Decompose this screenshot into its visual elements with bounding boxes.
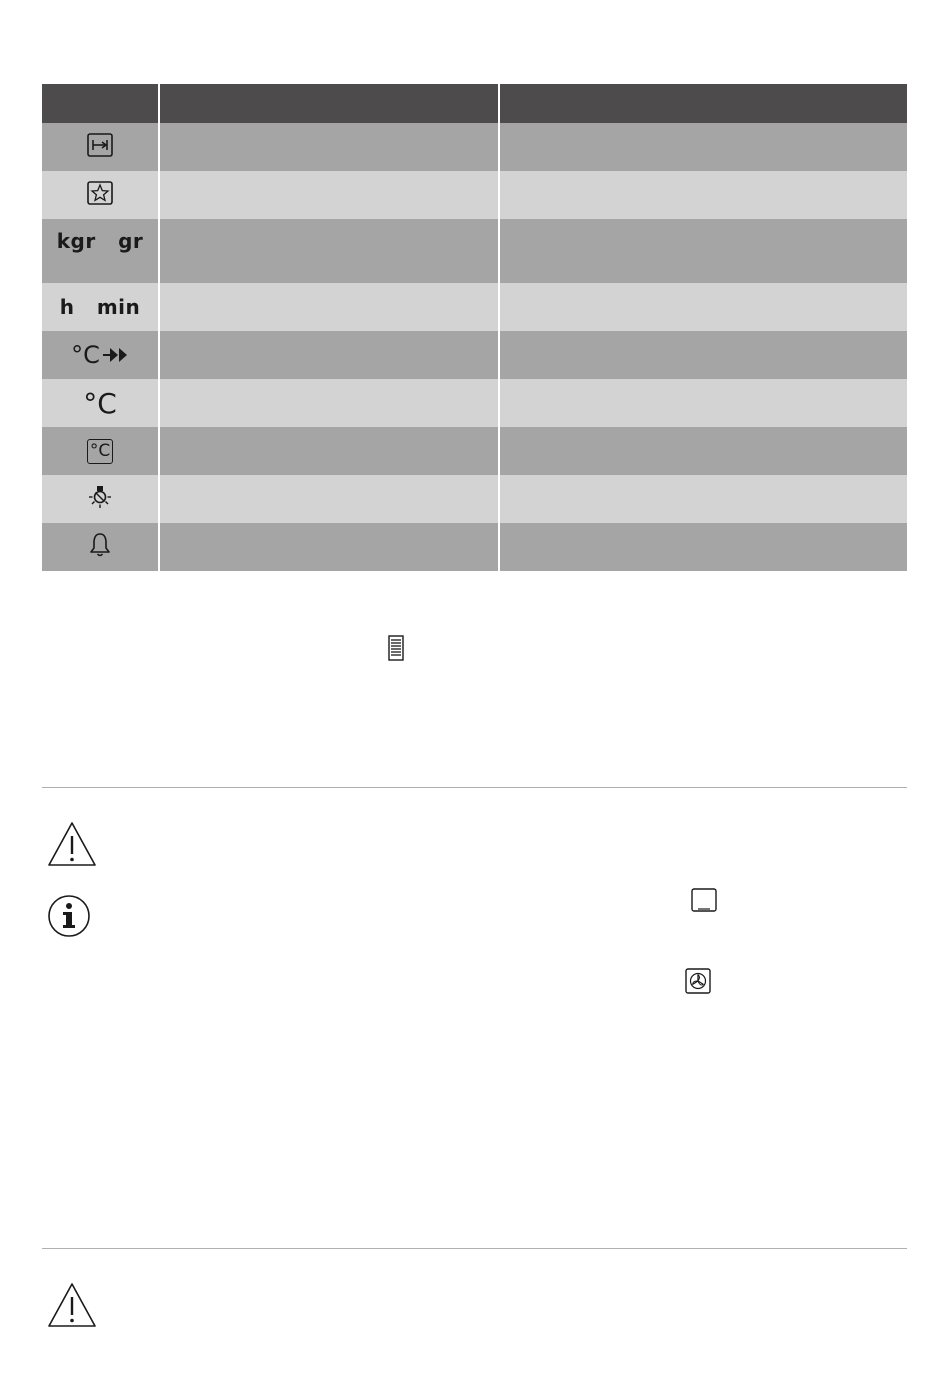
table-row xyxy=(42,283,907,331)
symbol-cell xyxy=(42,123,159,171)
symbol-cell xyxy=(42,171,159,219)
header-symbol xyxy=(42,84,159,123)
warning-icon xyxy=(46,820,98,873)
header-function xyxy=(159,84,499,123)
function-cell xyxy=(159,283,499,331)
description-cell xyxy=(499,427,907,475)
lamp-icon xyxy=(86,498,114,515)
heat-bar-indicator-icon xyxy=(388,635,404,666)
table-header-row xyxy=(42,84,907,123)
table-row xyxy=(42,379,907,427)
duration-icon xyxy=(86,145,114,162)
description-cell xyxy=(499,475,907,523)
table-row xyxy=(42,219,907,283)
description-cell xyxy=(499,219,907,283)
function-cell xyxy=(159,427,499,475)
warning-icon xyxy=(46,1281,98,1334)
favourite-star-icon xyxy=(86,193,114,210)
table-row xyxy=(42,475,907,523)
double-arrow-icon xyxy=(103,347,129,363)
core-temperature-icon xyxy=(87,439,113,464)
function-cell xyxy=(159,523,499,571)
celsius-symbol: °C xyxy=(71,341,100,369)
display-symbols-table xyxy=(42,84,907,571)
symbol-cell xyxy=(42,523,159,571)
info-icon xyxy=(46,893,92,944)
table-row xyxy=(42,171,907,219)
table-row xyxy=(42,523,907,571)
function-cell xyxy=(159,123,499,171)
symbol-cell xyxy=(42,475,159,523)
oven-door-icon xyxy=(690,887,718,918)
description-cell xyxy=(499,379,907,427)
function-cell xyxy=(159,475,499,523)
symbol-cell xyxy=(42,427,159,475)
symbol-cell xyxy=(42,219,159,283)
fast-heat-up-icon xyxy=(71,341,129,369)
function-cell xyxy=(159,379,499,427)
description-cell xyxy=(499,123,907,171)
temperature-icon: °C xyxy=(83,386,117,420)
boxed-celsius-symbol: °C xyxy=(89,440,111,461)
header-description xyxy=(499,84,907,123)
fan-icon xyxy=(684,967,712,1000)
description-cell xyxy=(499,523,907,571)
weight-text-icon: kgr gr xyxy=(56,229,144,253)
description-cell xyxy=(499,331,907,379)
function-cell xyxy=(159,331,499,379)
symbol-cell xyxy=(42,379,159,427)
table-row xyxy=(42,123,907,171)
function-cell xyxy=(159,171,499,219)
section-divider xyxy=(42,1248,907,1249)
table-row xyxy=(42,427,907,475)
function-cell xyxy=(159,219,499,283)
description-cell xyxy=(499,171,907,219)
symbol-cell xyxy=(42,283,159,331)
bell-icon xyxy=(87,546,113,563)
table-row xyxy=(42,331,907,379)
symbol-cell xyxy=(42,331,159,379)
time-text-icon: h min xyxy=(59,295,141,319)
section-divider xyxy=(42,787,907,788)
description-cell xyxy=(499,283,907,331)
